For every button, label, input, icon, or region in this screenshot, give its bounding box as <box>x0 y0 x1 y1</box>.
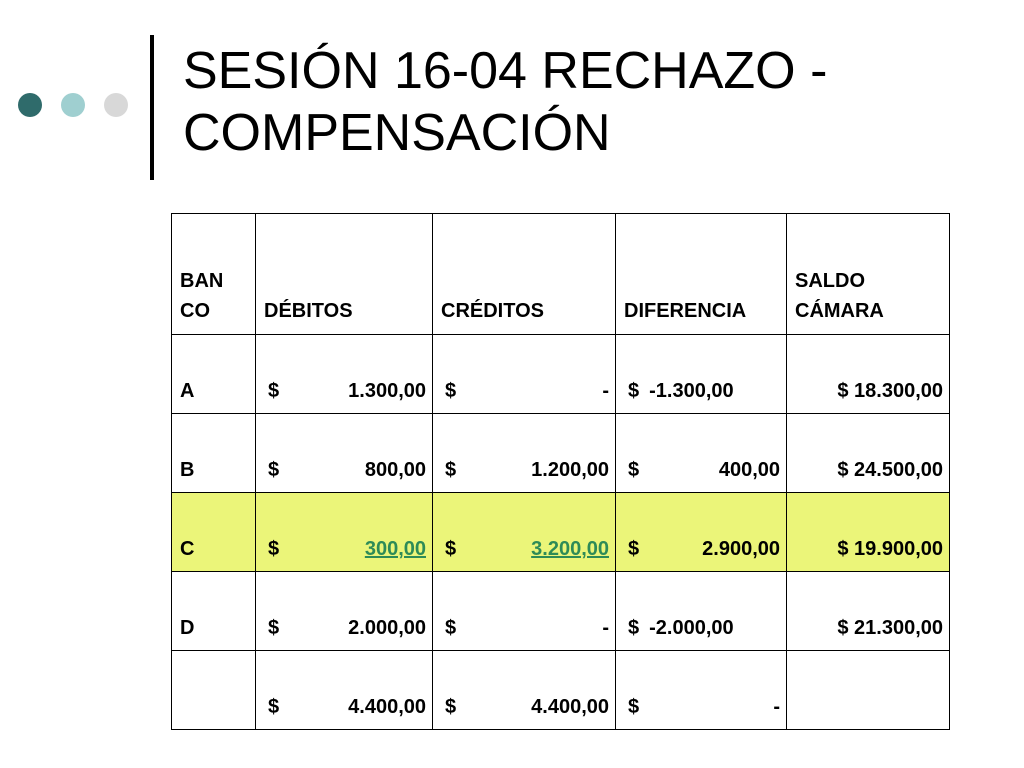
creditos-link[interactable]: 3.200,00 <box>531 538 609 560</box>
debitos-link[interactable]: 300,00 <box>364 538 426 560</box>
header-banco: BAN CO <box>172 214 256 335</box>
cell-debitos: $ 300,00 <box>256 493 433 572</box>
table-row-highlighted <box>172 493 950 572</box>
cell-diferencia-total: $ - <box>616 651 787 730</box>
header-debitos: DÉBITOS <box>256 214 433 335</box>
cell-banco: B <box>172 414 256 493</box>
cell-saldo-camara: $ 21.300,00 <box>787 572 950 651</box>
header-saldo-camara: SALDO CÁMARA <box>787 214 950 335</box>
totals-row <box>172 651 950 730</box>
header-diferencia: DIFERENCIA <box>616 214 787 335</box>
cell-debitos: $ 1.300,00 <box>256 335 433 414</box>
cell-diferencia: $ 2.900,00 <box>616 493 787 572</box>
cell-diferencia: $ -1.300,00 <box>616 335 787 414</box>
slide-title: SESIÓN 16-04 RECHAZO - COMPENSACIÓN <box>183 42 828 162</box>
dark-teal-dot <box>18 93 42 117</box>
light-teal-dot <box>61 93 85 117</box>
cell-debitos-total: $ 4.400,00 <box>256 651 433 730</box>
cell-debitos: $ 800,00 <box>256 414 433 493</box>
cell-saldo-camara: $ 24.500,00 <box>787 414 950 493</box>
cell-banco: D <box>172 572 256 651</box>
table-row <box>172 335 950 414</box>
cell-saldo-camara: $ 18.300,00 <box>787 335 950 414</box>
cell-diferencia: $ -2.000,00 <box>616 572 787 651</box>
cell-creditos-total: $ 4.400,00 <box>433 651 616 730</box>
cell-creditos: $ 3.200,00 <box>433 493 616 572</box>
table-row <box>172 414 950 493</box>
header-creditos: CRÉDITOS <box>433 214 616 335</box>
table-row <box>172 572 950 651</box>
cell-banco <box>172 651 256 730</box>
cell-diferencia: $ 400,00 <box>616 414 787 493</box>
title-divider <box>150 35 154 180</box>
cell-banco: A <box>172 335 256 414</box>
header-row <box>172 214 950 335</box>
cell-saldo-total <box>787 651 950 730</box>
cell-debitos: $ 2.000,00 <box>256 572 433 651</box>
gray-dot <box>104 93 128 117</box>
cell-creditos: $ 1.200,00 <box>433 414 616 493</box>
cell-creditos: $ - <box>433 335 616 414</box>
cell-creditos: $ - <box>433 572 616 651</box>
cell-saldo-camara: $ 19.900,00 <box>787 493 950 572</box>
clearing-table <box>171 213 950 730</box>
cell-banco: C <box>172 493 256 572</box>
